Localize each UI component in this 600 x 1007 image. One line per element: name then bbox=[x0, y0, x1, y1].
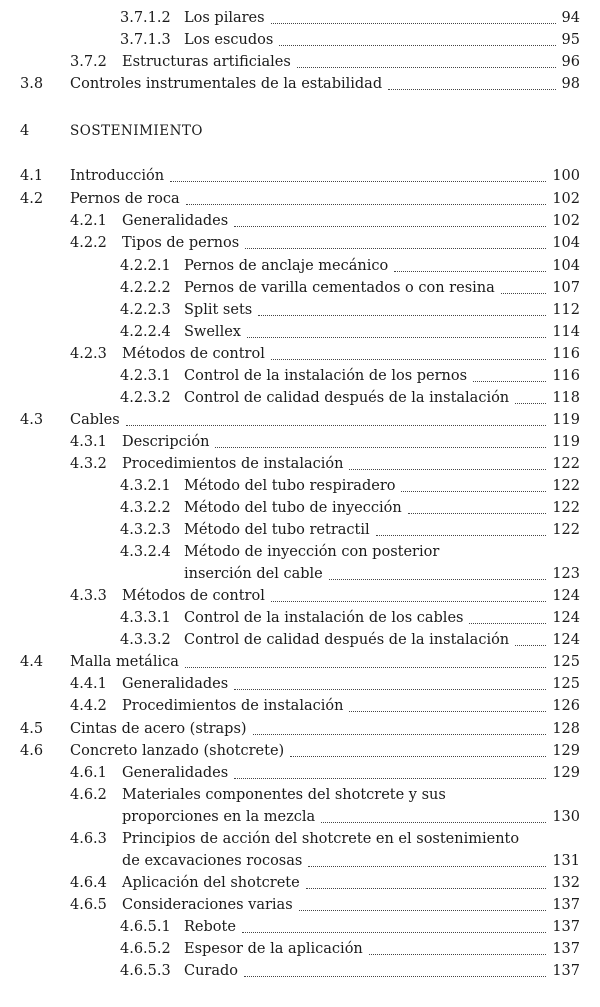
entry-page: 100 bbox=[552, 168, 580, 184]
dot-leader bbox=[297, 67, 556, 68]
entry-number: 4.2.2 bbox=[70, 235, 107, 251]
dot-leader bbox=[253, 734, 546, 735]
entry-number: 4.2.2.3 bbox=[120, 302, 171, 318]
toc-entry bbox=[0, 232, 600, 254]
dot-leader bbox=[186, 204, 546, 205]
entry-title: Principios de acción del shotcrete en el sostenimiento bbox=[122, 831, 520, 847]
entry-page: 123 bbox=[552, 566, 580, 582]
entry-number: 4.6.4 bbox=[70, 875, 107, 891]
entry-page: 124 bbox=[552, 588, 580, 604]
toc-entry bbox=[0, 7, 600, 29]
entry-title: Control de la instalación de los pernos bbox=[184, 368, 468, 384]
entry-title: Control de la instalación de los cables bbox=[184, 610, 464, 626]
entry-title: inserción del cable bbox=[184, 566, 323, 582]
dot-leader bbox=[271, 23, 556, 24]
entry-page: 118 bbox=[552, 390, 580, 406]
toc-entry bbox=[0, 673, 600, 695]
entry-number: 4 bbox=[20, 123, 30, 139]
entry-page: 125 bbox=[552, 676, 580, 692]
dot-leader bbox=[469, 623, 546, 624]
entry-title: Curado bbox=[184, 963, 239, 979]
dot-leader bbox=[234, 689, 546, 690]
entry-title: Métodos de control bbox=[122, 346, 265, 362]
entry-title: Espesor de la aplicación bbox=[184, 941, 363, 957]
toc-entry bbox=[0, 607, 600, 629]
toc-entry bbox=[0, 629, 600, 651]
entry-number: 3.7.1.3 bbox=[120, 32, 171, 48]
dot-leader bbox=[245, 248, 546, 249]
entry-page: 114 bbox=[552, 324, 580, 340]
entry-number: 4.3.3.1 bbox=[120, 610, 171, 626]
toc-entry bbox=[0, 255, 600, 277]
entry-page: 116 bbox=[552, 346, 580, 362]
entry-number: 4.6.1 bbox=[70, 765, 107, 781]
entry-title: Consideraciones varias bbox=[122, 897, 293, 913]
toc-entry bbox=[0, 497, 600, 519]
toc-entry bbox=[0, 916, 600, 938]
entry-number: 4.2.2.4 bbox=[120, 324, 171, 340]
toc-entry bbox=[0, 762, 600, 784]
entry-title: Pernos de varilla cementados o con resina bbox=[184, 280, 495, 296]
dot-leader bbox=[244, 976, 546, 977]
toc-entry bbox=[0, 29, 600, 51]
dot-leader bbox=[401, 491, 546, 492]
entry-number: 3.7.2 bbox=[70, 54, 107, 70]
entry-number: 4.3 bbox=[20, 412, 44, 428]
entry-number: 4.1 bbox=[20, 168, 44, 184]
toc-entry bbox=[0, 872, 600, 894]
toc-entry bbox=[0, 120, 600, 142]
entry-number: 4.2.3.2 bbox=[120, 390, 171, 406]
toc-entry bbox=[0, 165, 600, 187]
dot-leader bbox=[242, 932, 546, 933]
toc-entry bbox=[0, 938, 600, 960]
toc-entry bbox=[0, 210, 600, 232]
entry-title: Rebote bbox=[184, 919, 236, 935]
entry-number: 4.4.2 bbox=[70, 698, 107, 714]
toc-entry bbox=[0, 277, 600, 299]
entry-title: Introducción bbox=[70, 168, 165, 184]
entry-title: Split sets bbox=[184, 302, 253, 318]
entry-page: 102 bbox=[552, 213, 580, 229]
toc-entry bbox=[0, 365, 600, 387]
entry-title: Materiales componentes del shotcrete y sus bbox=[122, 787, 446, 803]
entry-page: 122 bbox=[552, 478, 580, 494]
dot-leader bbox=[290, 756, 546, 757]
entry-number: 4.3.3 bbox=[70, 588, 107, 604]
dot-leader bbox=[501, 293, 546, 294]
entry-number: 4.3.2.1 bbox=[120, 478, 171, 494]
entry-page: 122 bbox=[552, 456, 580, 472]
entry-title: Los pilares bbox=[184, 10, 265, 26]
toc-entry bbox=[0, 695, 600, 717]
toc-entry bbox=[0, 51, 600, 73]
entry-page: 104 bbox=[552, 235, 580, 251]
dot-leader bbox=[185, 667, 546, 668]
entry-page: 137 bbox=[552, 897, 580, 913]
entry-number: 4.2.1 bbox=[70, 213, 107, 229]
toc-entry bbox=[0, 387, 600, 409]
entry-number: 4.6.5.1 bbox=[120, 919, 171, 935]
entry-number: 4.2.2.2 bbox=[120, 280, 171, 296]
entry-page: 125 bbox=[552, 654, 580, 670]
dot-leader bbox=[394, 271, 546, 272]
entry-number: 4.2 bbox=[20, 191, 44, 207]
dot-leader bbox=[349, 469, 546, 470]
entry-page: 137 bbox=[552, 963, 580, 979]
dot-leader bbox=[234, 778, 546, 779]
entry-number: 3.8 bbox=[20, 76, 44, 92]
dot-leader bbox=[369, 954, 546, 955]
entry-number: 4.3.2.3 bbox=[120, 522, 171, 538]
entry-page: 137 bbox=[552, 919, 580, 935]
dot-leader bbox=[299, 910, 546, 911]
entry-title: Métodos de control bbox=[122, 588, 265, 604]
entry-title: SOSTENIMIENTO bbox=[70, 123, 203, 139]
toc-entry bbox=[0, 806, 600, 828]
entry-page: 124 bbox=[552, 632, 580, 648]
entry-page: 130 bbox=[552, 809, 580, 825]
toc-entry bbox=[0, 894, 600, 916]
entry-title: Método de inyección con posterior bbox=[184, 544, 440, 560]
dot-leader bbox=[515, 645, 546, 646]
dot-leader bbox=[126, 425, 546, 426]
dot-leader bbox=[408, 513, 546, 514]
toc-entry bbox=[0, 453, 600, 475]
entry-title: Generalidades bbox=[122, 765, 229, 781]
entry-page: 98 bbox=[561, 76, 580, 92]
dot-leader bbox=[271, 359, 546, 360]
entry-title: Control de calidad después de la instalación bbox=[184, 632, 510, 648]
entry-number: 4.6.5.3 bbox=[120, 963, 171, 979]
toc-entry bbox=[0, 784, 600, 806]
entry-page: 95 bbox=[561, 32, 580, 48]
entry-page: 96 bbox=[561, 54, 580, 70]
toc-entry bbox=[0, 718, 600, 740]
entry-number: 4.2.2.1 bbox=[120, 258, 171, 274]
entry-page: 119 bbox=[552, 434, 580, 450]
entry-page: 112 bbox=[552, 302, 580, 318]
entry-page: 128 bbox=[552, 721, 580, 737]
toc-entry bbox=[0, 541, 600, 563]
entry-number: 4.3.3.2 bbox=[120, 632, 171, 648]
entry-page: 137 bbox=[552, 941, 580, 957]
dot-leader bbox=[306, 888, 546, 889]
entry-page: 104 bbox=[552, 258, 580, 274]
toc-entry bbox=[0, 850, 600, 872]
toc-entry bbox=[0, 519, 600, 541]
entry-page: 107 bbox=[552, 280, 580, 296]
dot-leader bbox=[215, 447, 546, 448]
toc-entry bbox=[0, 73, 600, 95]
entry-page: 116 bbox=[552, 368, 580, 384]
entry-title: Tipos de pernos bbox=[122, 235, 240, 251]
entry-page: 126 bbox=[552, 698, 580, 714]
toc-entry bbox=[0, 563, 600, 585]
dot-leader bbox=[515, 403, 546, 404]
toc-entry bbox=[0, 431, 600, 453]
dot-leader bbox=[308, 866, 546, 867]
entry-number: 4.2.3 bbox=[70, 346, 107, 362]
entry-title: Estructuras artificiales bbox=[122, 54, 291, 70]
entry-title: Los escudos bbox=[184, 32, 274, 48]
entry-page: 122 bbox=[552, 500, 580, 516]
dot-leader bbox=[247, 337, 546, 338]
entry-number: 4.6 bbox=[20, 743, 44, 759]
entry-number: 4.3.2 bbox=[70, 456, 107, 472]
entry-title: Generalidades bbox=[122, 676, 229, 692]
entry-number: 3.7.1.2 bbox=[120, 10, 171, 26]
dot-leader bbox=[329, 579, 546, 580]
entry-title: Procedimientos de instalación bbox=[122, 456, 344, 472]
dot-leader bbox=[271, 601, 546, 602]
entry-page: 129 bbox=[552, 765, 580, 781]
toc-entry bbox=[0, 343, 600, 365]
entry-number: 4.6.5.2 bbox=[120, 941, 171, 957]
entry-title: proporciones en la mezcla bbox=[122, 809, 316, 825]
toc-entry bbox=[0, 740, 600, 762]
entry-title: Método del tubo retractil bbox=[184, 522, 370, 538]
entry-number: 4.3.2.2 bbox=[120, 500, 171, 516]
entry-page: 102 bbox=[552, 191, 580, 207]
toc-entry bbox=[0, 585, 600, 607]
entry-number: 4.6.3 bbox=[70, 831, 107, 847]
entry-page: 131 bbox=[552, 853, 580, 869]
toc-entry bbox=[0, 188, 600, 210]
entry-title: Pernos de roca bbox=[70, 191, 180, 207]
entry-number: 4.4 bbox=[20, 654, 44, 670]
entry-title: de excavaciones rocosas bbox=[122, 853, 303, 869]
entry-page: 132 bbox=[552, 875, 580, 891]
entry-page: 122 bbox=[552, 522, 580, 538]
entry-number: 4.6.5 bbox=[70, 897, 107, 913]
dot-leader bbox=[234, 226, 546, 227]
dot-leader bbox=[349, 711, 546, 712]
entry-number: 4.3.1 bbox=[70, 434, 107, 450]
entry-title: Control de calidad después de la instalación bbox=[184, 390, 510, 406]
toc-entry bbox=[0, 960, 600, 982]
entry-title: Pernos de anclaje mecánico bbox=[184, 258, 389, 274]
dot-leader bbox=[279, 45, 556, 46]
dot-leader bbox=[388, 89, 556, 90]
entry-title: Concreto lanzado (shotcrete) bbox=[70, 743, 285, 759]
entry-number: 4.2.3.1 bbox=[120, 368, 171, 384]
entry-title: Malla metálica bbox=[70, 654, 179, 670]
dot-leader bbox=[473, 381, 546, 382]
dot-leader bbox=[258, 315, 546, 316]
toc-entry bbox=[0, 321, 600, 343]
toc-entry bbox=[0, 651, 600, 673]
dot-leader bbox=[376, 535, 546, 536]
entry-title: Descripción bbox=[122, 434, 210, 450]
entry-title: Controles instrumentales de la estabilidad bbox=[70, 76, 383, 92]
toc-entry bbox=[0, 828, 600, 850]
toc-entry bbox=[0, 409, 600, 431]
entry-title: Cintas de acero (straps) bbox=[70, 721, 247, 737]
entry-title: Método del tubo respiradero bbox=[184, 478, 396, 494]
toc-entry bbox=[0, 475, 600, 497]
entry-number: 4.6.2 bbox=[70, 787, 107, 803]
entry-page: 129 bbox=[552, 743, 580, 759]
entry-title: Generalidades bbox=[122, 213, 229, 229]
entry-number: 4.3.2.4 bbox=[120, 544, 171, 560]
entry-title: Aplicación del shotcrete bbox=[122, 875, 300, 891]
entry-title: Cables bbox=[70, 412, 120, 428]
dot-leader bbox=[170, 181, 546, 182]
toc-entry bbox=[0, 299, 600, 321]
entry-page: 94 bbox=[561, 10, 580, 26]
entry-page: 124 bbox=[552, 610, 580, 626]
entry-page: 119 bbox=[552, 412, 580, 428]
entry-title: Procedimientos de instalación bbox=[122, 698, 344, 714]
entry-number: 4.5 bbox=[20, 721, 44, 737]
entry-title: Método del tubo de inyección bbox=[184, 500, 402, 516]
entry-title: Swellex bbox=[184, 324, 241, 340]
entry-number: 4.4.1 bbox=[70, 676, 107, 692]
dot-leader bbox=[321, 822, 546, 823]
